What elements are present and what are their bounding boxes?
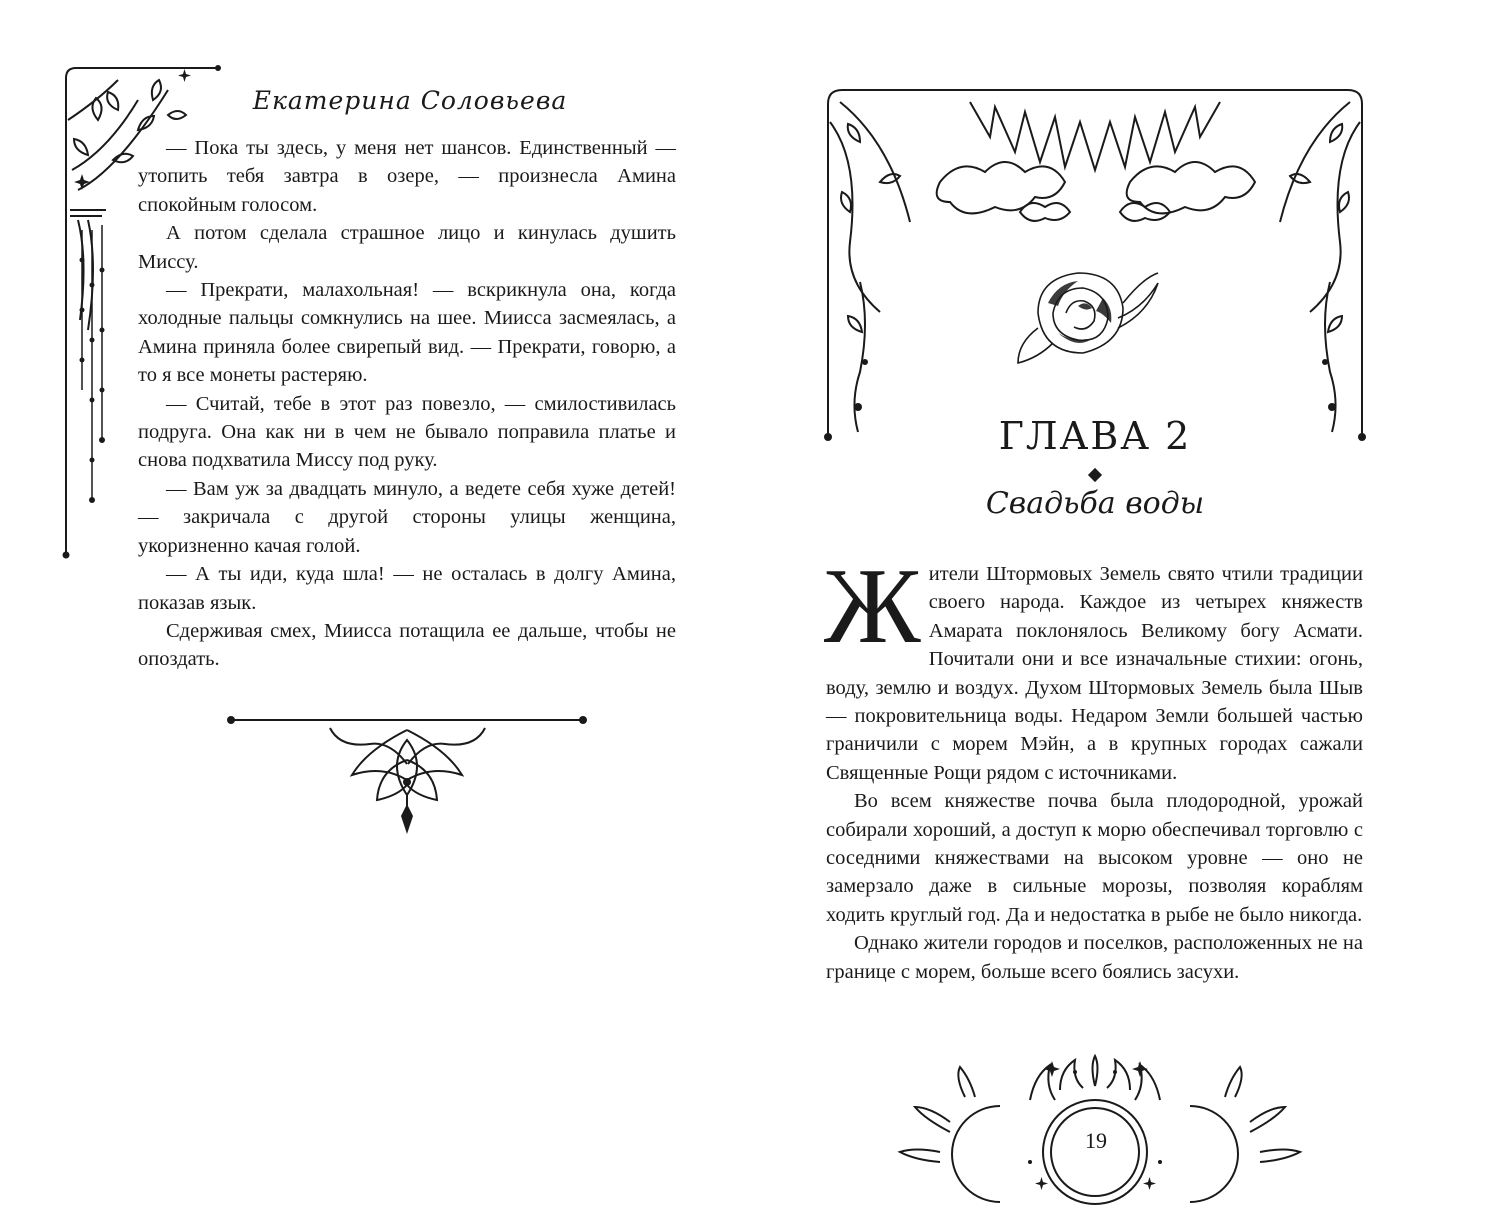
end-of-section-ornament: [225, 700, 590, 845]
left-body-text: [138, 134, 676, 674]
chapter-number: ГЛАВА 2: [998, 414, 1192, 458]
paragraph: — А ты иди, куда шла! — не осталась в долгу Амина, показав язык.: [138, 563, 676, 614]
paragraph: Сдерживая смех, Миисса потащила ее дальше, чтобы не опоздать.: [138, 619, 676, 671]
paragraph: Однако жители городов и поселков, расположенных не на границе с морем, больше всего боялись засухи.: [826, 932, 1363, 983]
paragraph: — Пока ты здесь, у меня нет шансов. Единственный — утопить тебя завтра в озере, — произнесла Амина спокойным голосом.: [138, 137, 676, 216]
rose-illustration: [1008, 258, 1168, 368]
paragraph: — Прекрати, малахольная! — вскрикнула она, когда холодные пальцы сомкнулись на шее. Миисса засмеялась, а Амина приняла более свирепый вид. — Прекрати, говорю, а то я все монеты растеряю.: [138, 279, 676, 387]
running-head: Екатерина Соловьева: [252, 86, 568, 115]
paragraph: — Считай, тебе в этот раз повезло, — смилостивилась подруга. Она как ни в чем не бывало поправила платье и снова подхватила Миссу под руку.: [138, 392, 676, 472]
chapter-title: Свадьба воды: [985, 486, 1205, 521]
right-page: [750, 0, 1500, 1213]
diamond-divider-icon: [1088, 468, 1102, 482]
paragraph: А потом сделала страшное лицо и кинулась душить Миссу.: [138, 222, 676, 273]
first-paragraph-text: ители Штормовых Земель свято чтили традиции своего народа. Каждое из четырех княжеств Амарата поклонялось Великому богу Асмати. Почитали они и все изначальные стихии: огонь, воду, землю и воздух. Духом Штормовых Земель была Шыв — покровительница воды. Недаром Земли большей частью граничили с морем Мэйн, а в крупных городах сажали Священные Рощи рядом с источниками.: [826, 563, 1363, 784]
page-number: 19: [1085, 1128, 1107, 1153]
right-body-text: [824, 547, 1363, 986]
drop-cap: Ж: [824, 547, 921, 666]
paragraph: — Вам уж за двадцать минуло, а ведете себя хуже детей! — закричала с другой стороны улицы женщина, укоризненно качая голой.: [138, 477, 676, 557]
paragraph-first: [824, 547, 1363, 787]
paragraph: Во всем княжестве почва была плодородной, урожай собирали хороший, а доступ к морю обеспечивал торговлю с соседними княжествами на высоком уровне — оно не замерзало даже в сильные морозы, позволяя кораблям ходить круглый год. Да и недостатка в рыбе не было никогда.: [826, 790, 1363, 926]
